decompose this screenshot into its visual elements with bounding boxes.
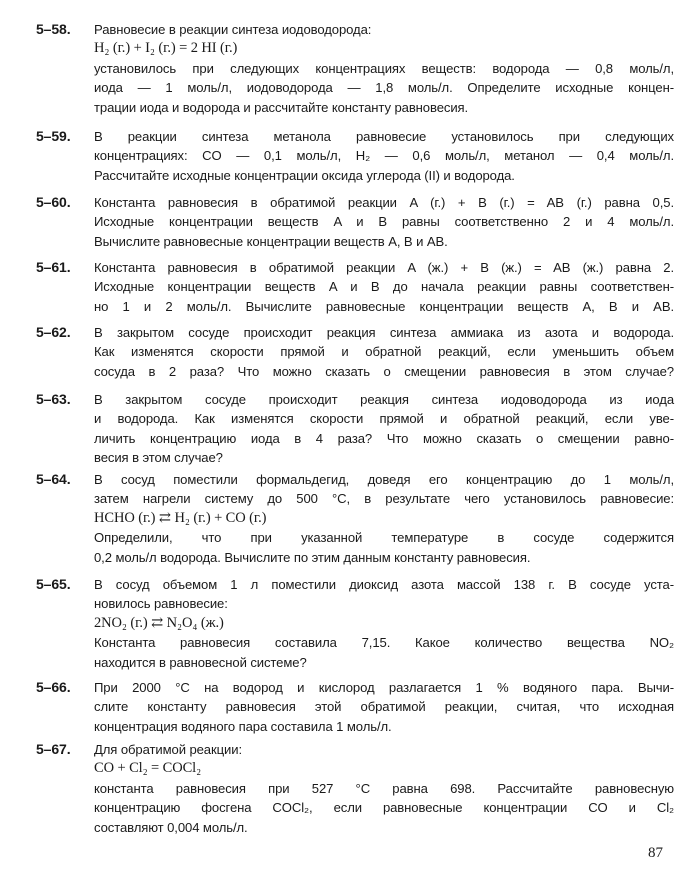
problem-line: личить концентрацию иода в 4 раза? Что можно сказать о смещении равно- xyxy=(94,430,674,446)
page-number: 87 xyxy=(648,845,663,861)
problem-line: Вычислите равновесные концентрации веществ A, B и AB. xyxy=(94,233,448,249)
problem-line: сосуда в 2 раза? Что можно сказать о смещении равновесия в этом случае? xyxy=(94,363,674,379)
problem-5-66 xyxy=(36,678,674,736)
problem-line: Константа равновесия в обратимой реакции A (ж.) + B (ж.) = AB (ж.) равна 2. xyxy=(94,260,674,275)
problem-line: Константа равновесия составила 7,15. Какое количество вещества NO₂ xyxy=(94,635,674,651)
problem-5-63 xyxy=(36,390,674,468)
problem-line: В закрытом сосуде происходит реакция синтеза иодоводорода из иода xyxy=(94,392,674,407)
problem-line: иода — 1 моль/л, иодоводорода — 1,8 моль/л. Определите исходные концен- xyxy=(94,80,674,96)
problem-line: слите константу равновесия этой обратимой реакции, считая, что исходная xyxy=(94,699,674,715)
problem-line: 0,2 моль/л водорода. Вычислите по этим данным константу равновесия. xyxy=(94,549,531,565)
problem-line: Рассчитайте исходные концентрации оксида углерода (II) и водорода. xyxy=(94,167,515,183)
problem-number: 5–62. xyxy=(36,324,71,340)
problem-line: концентрация водяного пара составила 1 моль/л. xyxy=(94,718,392,734)
problem-5-62 xyxy=(36,323,674,381)
problem-line: концентрациях: CO — 0,1 моль/л, H₂ — 0,6 моль/л, метанол — 0,4 моль/л. xyxy=(94,148,674,164)
problem-line: В сосуд поместили формальдегид, доведя его концентрацию до 1 моль/л, xyxy=(94,472,674,487)
problem-line: установилось при следующих концентрациях веществ: водорода — 0,8 моль/л, xyxy=(94,60,674,76)
problem-5-58 xyxy=(36,20,674,117)
problem-line: константа равновесия при 527 °C равна 698. Рассчитайте равновесную xyxy=(94,780,674,796)
reaction-equation: CO + Cl₂ = COCl₂ xyxy=(94,760,202,777)
problem-number: 5–66. xyxy=(36,679,71,695)
problem-line: находится в равновесной системе? xyxy=(94,654,307,670)
problem-number: 5–67. xyxy=(36,741,71,757)
problem-5-64 xyxy=(36,470,674,567)
problem-line: В сосуд объемом 1 л поместили диоксид азота массой 138 г. В сосуде уста- xyxy=(94,577,674,592)
reaction-equation: 2NO₂ (г.) ⇄ N₂O₄ (ж.) xyxy=(94,614,224,631)
problem-line: Для обратимой реакции: xyxy=(94,742,242,757)
problem-line: В реакции синтеза метанола равновесие установилось при следующих xyxy=(94,129,674,144)
problem-5-60 xyxy=(36,193,674,251)
problem-line: концентрацию фосгена COCl₂, если равновесные концентрации CO и Cl₂ xyxy=(94,800,674,816)
problem-line: При 2000 °C на водород и кислород разлагается 1 % водяного пара. Вычи- xyxy=(94,680,674,695)
problem-number: 5–61. xyxy=(36,259,71,275)
problem-line: Определили, что при указанной температуре в сосуде содержится xyxy=(94,530,674,546)
problem-5-61 xyxy=(36,258,674,316)
problem-line: В закрытом сосуде происходит реакция синтеза аммиака из азота и водорода. xyxy=(94,325,674,340)
problem-number: 5–65. xyxy=(36,576,71,592)
problem-line: Равновесие в реакции синтеза иодоводорода: xyxy=(94,22,372,37)
problem-line: весия в этом случае? xyxy=(94,450,223,466)
problem-line: Константа равновесия в обратимой реакции A (г.) + B (г.) = AB (г.) равна 0,5. xyxy=(94,195,674,210)
problem-number: 5–64. xyxy=(36,471,71,487)
problem-number: 5–59. xyxy=(36,128,71,144)
problem-number: 5–58. xyxy=(36,21,71,37)
problem-line: Исходные концентрации веществ A и B равны соответственно 2 и 4 моль/л. xyxy=(94,214,674,230)
problem-line: Исходные концентрации веществ A и B до начала реакции равны соответствен- xyxy=(94,279,674,295)
problem-line: и водорода. Как изменятся скорости прямой и обратной реакций, если уве- xyxy=(94,411,674,427)
problem-line: но 1 и 2 моль/л. Вычислите равновесные концентрации веществ A, B и AB. xyxy=(94,298,674,314)
problem-line: затем нагрели систему до 500 °C, в результате чего установилось равновесие: xyxy=(94,491,674,507)
problem-5-59 xyxy=(36,127,674,185)
reaction-equation: H₂ (г.) + I₂ (г.) = 2 HI (г.) xyxy=(94,40,238,57)
problem-5-67 xyxy=(36,740,674,837)
problem-line: новилось равновесие: xyxy=(94,596,228,612)
reaction-equation: HCHO (г.) ⇄ H₂ (г.) + CO (г.) xyxy=(94,509,267,526)
problem-line: Как изменятся скорости прямой и обратной реакций, если уменьшить объем xyxy=(94,344,674,360)
problem-number: 5–60. xyxy=(36,194,71,210)
problem-5-65 xyxy=(36,575,674,672)
problem-line: трации иода и водорода и рассчитайте константу равновесия. xyxy=(94,99,469,115)
problem-line: составляют 0,004 моль/л. xyxy=(94,819,248,835)
problem-number: 5–63. xyxy=(36,391,71,407)
